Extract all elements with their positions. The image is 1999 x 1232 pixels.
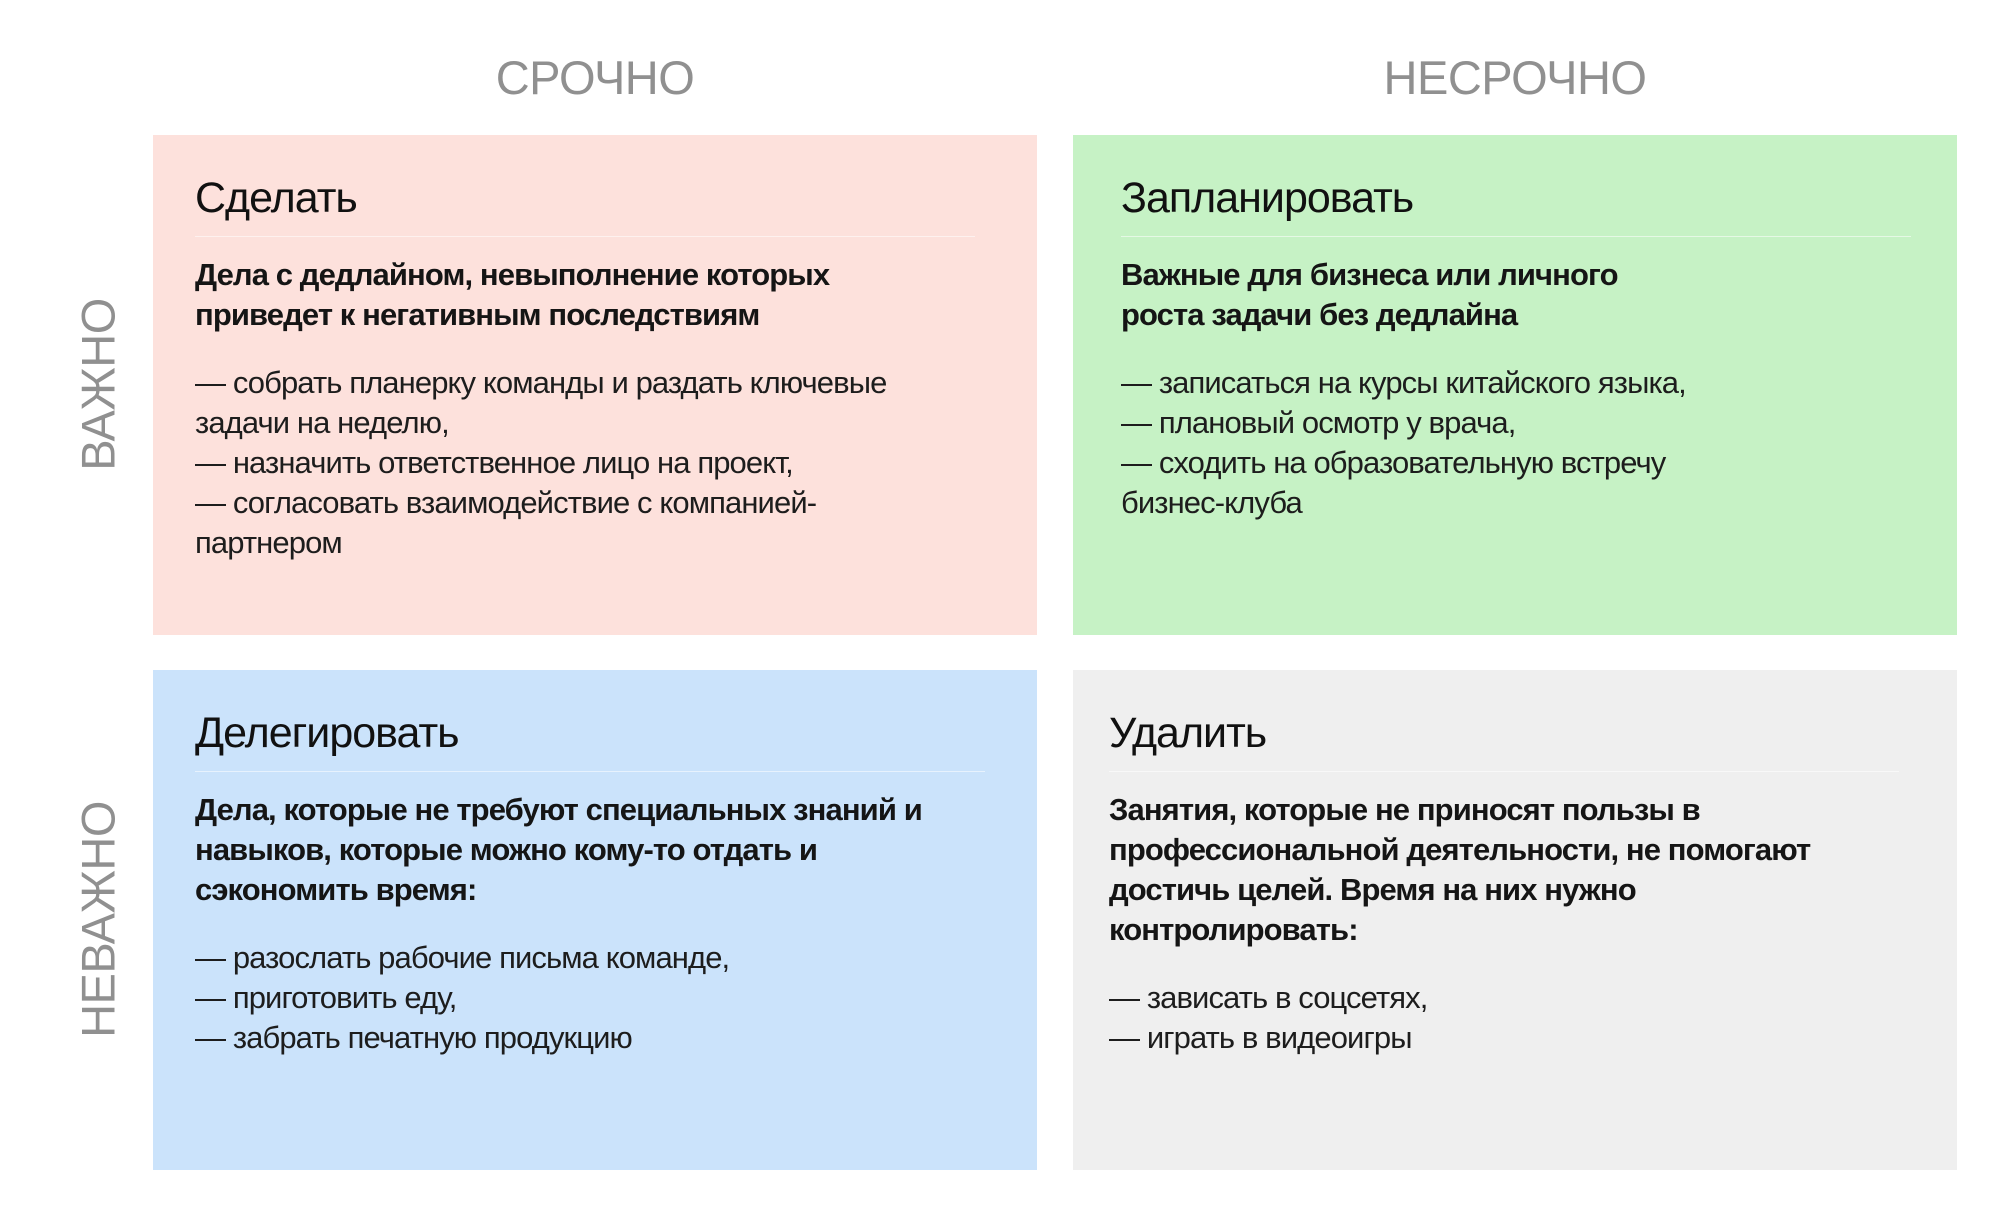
quadrant-do bbox=[153, 135, 1037, 635]
task-item: — согласовать взаимодействие с компанией-партнером bbox=[195, 485, 817, 561]
task-list bbox=[195, 938, 955, 1058]
quadrant-title: Сделать bbox=[195, 175, 975, 237]
task-item: — плановый осмотр у врача, bbox=[1121, 405, 1516, 441]
column-header-not-urgent: НЕСРОЧНО bbox=[1383, 51, 1647, 104]
task-list bbox=[1121, 363, 1731, 523]
quadrant-description: Важные для бизнеса или личного роста задачи без дедлайна bbox=[1121, 257, 1618, 333]
task-item: — забрать печатную продукцию bbox=[195, 1020, 632, 1056]
quadrant-title: Делегировать bbox=[195, 710, 985, 772]
row-header-important: ВАЖНО bbox=[71, 298, 125, 471]
quadrant-description: Дела с дедлайном, невыполнение которых приведет к негативным последствиям bbox=[195, 257, 830, 333]
task-item: — разослать рабочие письма команде, bbox=[195, 940, 730, 976]
task-item: — собрать планерку команды и раздать ключевые задачи на неделю, bbox=[195, 365, 887, 441]
task-item: — зависать в соцсетях, bbox=[1109, 980, 1428, 1016]
task-item: — назначить ответственное лицо на проект, bbox=[195, 445, 793, 481]
quadrant-delete bbox=[1073, 670, 1957, 1170]
quadrant-description: Дела, которые не требуют специальных знаний и навыков, которые можно кому-то отдать и сэкономить время: bbox=[195, 792, 922, 908]
quadrant-title: Удалить bbox=[1109, 710, 1899, 772]
row-header-not-important: НЕВАЖНО bbox=[71, 801, 125, 1038]
quadrant-delegate bbox=[153, 670, 1037, 1170]
task-list bbox=[1109, 978, 1859, 1058]
quadrant-plan bbox=[1073, 135, 1957, 635]
column-header-urgent: СРОЧНО bbox=[495, 51, 695, 104]
task-item: — играть в видеоигры bbox=[1109, 1020, 1412, 1056]
quadrant-description: Занятия, которые не приносят пользы в профессиональной деятельности, не помогают достичь целей. Время на них нужно контролировать: bbox=[1109, 792, 1811, 948]
task-item: — приготовить еду, bbox=[195, 980, 457, 1016]
quadrant-title: Запланировать bbox=[1121, 175, 1911, 237]
task-list bbox=[195, 363, 935, 563]
task-item: — записаться на курсы китайского языка, bbox=[1121, 365, 1686, 401]
task-item: — сходить на образовательную встречу бизнес-клуба bbox=[1121, 445, 1666, 521]
